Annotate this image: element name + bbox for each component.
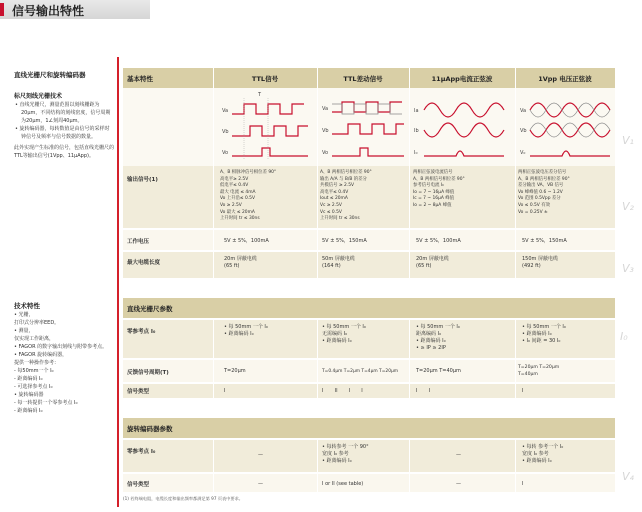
t2-ref-ttl: • 每 50mm 一个 I₀ • 距离编码 I₀ <box>224 324 268 337</box>
col-divider <box>317 440 318 492</box>
t3-type-11uapp: — <box>456 481 461 487</box>
tech-list <box>14 311 114 415</box>
table3-row-type <box>123 474 615 492</box>
row-label-output: 输出信号(1) <box>127 177 158 183</box>
watermark: V₂ <box>622 200 634 213</box>
t2-period-diff: T=0.4μm T=2μm T=4μm T=20μm <box>322 369 399 374</box>
title-accent <box>0 3 4 16</box>
table3-header: 旋转编码器参数 <box>127 425 173 433</box>
t2-type-ttl: I <box>224 388 226 394</box>
cable-11uapp: 20m 屏蔽电缆 (65 ft) <box>416 256 449 269</box>
red-divider <box>117 57 119 507</box>
t3-type-ttl: — <box>258 481 263 487</box>
section-tech-title: 技术特性 <box>14 302 40 310</box>
row-label-cable: 最大电缆长度 <box>127 260 161 266</box>
voltage-11uapp: 5V ± 5%，100mA <box>416 238 461 244</box>
t3-type-diff: I or II (see table) <box>322 481 364 487</box>
t2-type-diff: I II I I <box>322 388 363 394</box>
col-divider <box>515 320 516 398</box>
tech-item: • 旋转编码器 <box>14 392 44 398</box>
scan-title: 标尺刻线光栅技术 <box>14 93 63 100</box>
ttl-period: T <box>258 92 262 98</box>
output-1vpp: 两相正弦波电压差分信号 A、B 两相信号相位差 90° 差分输出 VA、VB 信号 Vo 峰峰值 0.6 ~ 1.2V Vo 范围 0.5Vpp 差分 Vo ≤ 0.5V 有效 Vo = 0.25V ± <box>518 170 570 215</box>
col-divider <box>409 320 410 398</box>
table1-header-1vpp: 1Vpp 电压正弦波 <box>538 75 592 83</box>
table1-header-11uapp: 11μApp电流正弦波 <box>431 75 493 83</box>
scan-text <box>14 101 114 160</box>
sine11-label-i0: I₀ <box>414 150 418 156</box>
sine11-label-ib: Ib <box>414 128 419 134</box>
t2-period-11uapp: T=20μm T=40μm <box>416 368 461 374</box>
col-divider <box>409 440 410 492</box>
tech-item: • 测量， <box>14 328 34 334</box>
voltage-ttl-diff: 5V ± 5%，150mA <box>322 238 367 244</box>
watermark: I₀ <box>620 330 628 343</box>
cable-ttl-diff: 50m 屏蔽电缆 (164 ft) <box>322 256 355 269</box>
col-divider <box>515 68 516 278</box>
output-ttl: A、B 相脉冲信号相位差 90° 高电平≥ 2.5V 低电平≤ 0.4V 最大 电流 ≤ 4mA Vo 上升沿≤ 0.5V Vo ≥ 2.5V Vo 最大 ≤ 20mA 上升时间 tr ≤ 30ns <box>220 170 277 222</box>
output-11uapp: 两相正弦波电流信号 A、B 两相信号相位差 90° 参考信号电流 I₀ Io = 7 ~ 16μA 峰值 Ic = 7 ~ 16μA 峰值 Io = 2 ~ 8μA 峰值 <box>413 170 465 208</box>
col-divider <box>317 68 318 278</box>
watermark: V₁ <box>622 134 634 147</box>
ttl-diff-waveform <box>320 90 408 164</box>
table1-header-basic: 基本特性 <box>127 75 153 83</box>
diff-label-vo: Vo <box>322 150 329 156</box>
row-label-voltage: 工作电压 <box>127 239 150 245</box>
t3-label-ref: 零参考点 I₀ <box>127 449 156 455</box>
tech-item: • FAGOR 旋转编码器， <box>14 352 68 358</box>
ttl-label-vo: Vo <box>222 150 229 156</box>
scan-bullet-2: • 旋转编码器，每转数值是由信号的采样时钟信号及频率与信号数据的数量。 <box>15 126 110 140</box>
col-divider <box>317 320 318 398</box>
tech-item: 提供一种操作参考： <box>14 360 60 366</box>
tech-item: 仅实现工作距离， <box>14 336 55 342</box>
table2-row-type <box>123 384 615 398</box>
tech-item: • 光栅， <box>14 312 34 318</box>
cable-ttl: 20m 屏蔽电缆 (65 ft) <box>224 256 257 269</box>
output-ttl-diff: A、B 两相信号相位差 90° 输出 A/A 与 B/B 的差分 共模信号 ≥ 2.5V 高电平≤ 0.4V Iout ≤ 20mA Vc ≥ 2.5V Vc ≤ 0.5V 上升时间 tr ≤ 30ns <box>320 170 372 222</box>
t3-ref-diff: • 每转参考 一个 90° 宽度 I₀ 参考 • 距离编码 I₀ <box>322 444 369 464</box>
scan-bullet-1: • 直线光栅尺，测量范围以刻线栅距为20μm，不同结构的刻线密度，信号周期为20μm，1∠刻周40μm。 <box>15 102 111 124</box>
col-divider <box>213 440 214 492</box>
page-title: 信号输出特性 <box>12 4 85 18</box>
sine1v-label-va: Va <box>520 108 527 114</box>
cable-1vpp: 150m 屏蔽电缆 (492 ft) <box>522 256 559 269</box>
t2-period-1vpp: T=20μm T=20μm T=40μm <box>518 365 560 377</box>
t2-ref-1vpp: • 每 50mm 一个 I₀ • 距离编码 I₀ • I₀ 间距 = 30 I₀ <box>522 324 566 344</box>
col-divider <box>213 68 214 278</box>
scan-para: 此外实现产生标准的信号，包括直线光栅尺的TTL等输出信号(1Vpp、11μApp)。 <box>14 145 115 159</box>
t2-type-11uapp: I I <box>416 388 431 394</box>
voltage-1vpp: 5V ± 5%，150mA <box>522 238 567 244</box>
t2-ref-11uapp: • 每 50mm 一个 I₀ 距离编码 I₀ • 距离编码 I₀ • ≥ IP ≥ 2IP <box>416 324 460 351</box>
tech-item: - 距离编码 I₀ <box>14 376 43 382</box>
col-divider <box>515 440 516 492</box>
table2-header-row <box>123 298 615 318</box>
t2-period-ttl: T=20μm <box>224 368 246 374</box>
t3-type-1vpp: I <box>522 481 524 487</box>
col-divider <box>213 320 214 398</box>
ttl-label-va: Va <box>222 108 229 114</box>
sine11-label-ia: Ia <box>414 108 419 114</box>
tech-item: - 每一转提供一个零参考点 I₀ <box>14 400 78 406</box>
table2-header: 直线光栅尺参数 <box>127 305 173 313</box>
col-divider <box>409 68 410 278</box>
watermark: V₄ <box>622 470 634 483</box>
t3-ref-ttl: — <box>258 452 263 458</box>
t2-label-ref: 零参考点 I₀ <box>127 329 156 335</box>
watermark: V₃ <box>622 262 634 275</box>
table3-header-row <box>123 418 615 438</box>
tech-item: - 可选择参考点 I₀ <box>14 384 53 390</box>
sine-11uapp-waveform <box>412 90 512 164</box>
voltage-ttl: 5V ± 5%，100mA <box>224 238 269 244</box>
t3-label-type: 信号类型 <box>127 482 150 488</box>
section-linear-title: 直线光栅尺和旋转编码器 <box>14 71 86 79</box>
footnote: (1) 若终端电阻，电缆长度和输出频率都满足第 97 页表中要求。 <box>123 496 243 501</box>
ttl-label-vb: Vb <box>222 129 229 135</box>
table1-header-ttl: TTL信号 <box>251 75 279 83</box>
ttl-waveform <box>218 90 314 164</box>
diff-label-vb: Vb <box>322 128 329 134</box>
tech-item: - 距离编码 I₀ <box>14 408 43 414</box>
tech-item: - 每50mm一个 I₀ <box>14 368 54 374</box>
t3-ref-11uapp: — <box>456 452 461 458</box>
sine1v-label-vb: Vb <box>520 128 527 134</box>
t2-ref-diff: • 每 50mm 一个 I₀ 无需编码 I₀ • 距离编码 I₀ <box>322 324 366 344</box>
sine-1vpp-waveform <box>518 90 614 164</box>
diff-label-va: Va <box>322 106 329 112</box>
t2-type-1vpp: I <box>522 388 524 394</box>
t3-ref-1vpp: • 每转 参考一个 I₀ 宽度 I₀ 参考 • 距离编码 I₀ <box>522 444 564 464</box>
sine1v-label-v0: V₀ <box>520 150 526 156</box>
tech-item: • FAGOR 的数字输出刻线与附带参考点。 <box>14 344 108 350</box>
t2-label-period: 反馈信号周期(T) <box>127 370 169 376</box>
t2-label-type: 信号类型 <box>127 389 150 395</box>
tech-item: 打印式分辨率EED。 <box>14 320 60 326</box>
table1-header-ttl-diff: TTL差动信号 <box>343 75 383 83</box>
